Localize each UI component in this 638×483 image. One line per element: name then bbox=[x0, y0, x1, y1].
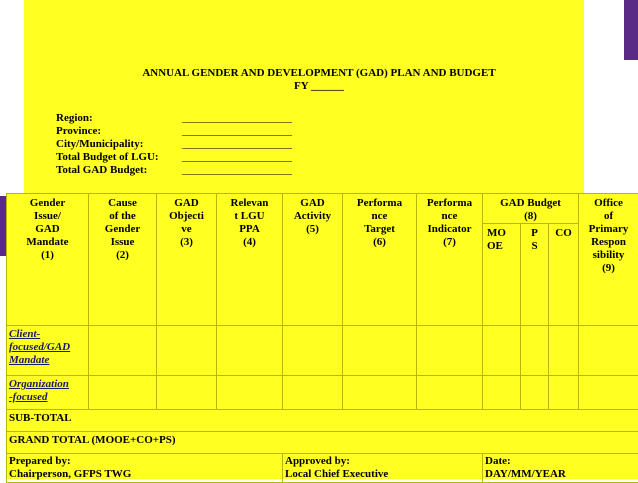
info-label: Region: bbox=[56, 112, 182, 125]
row-label-line: Mandate bbox=[9, 354, 86, 367]
table-cell bbox=[483, 376, 521, 410]
header-line: GAD bbox=[157, 197, 216, 210]
col-gender-issue-header bbox=[7, 194, 89, 326]
row-label-organization-focused bbox=[7, 376, 89, 410]
date-value: DAY/MM/YEAR bbox=[485, 468, 636, 481]
table-cell bbox=[89, 376, 157, 410]
header-line: of the bbox=[89, 210, 156, 223]
table-cell bbox=[549, 326, 579, 376]
col-budget-header bbox=[483, 194, 579, 224]
header-line: P bbox=[521, 227, 548, 240]
row-label-line: focused/GAD bbox=[9, 341, 86, 354]
header-line: t LGU bbox=[217, 210, 282, 223]
info-row-lgu-budget bbox=[56, 151, 292, 164]
header-line: Performa bbox=[417, 197, 482, 210]
header-line: (9) bbox=[579, 262, 638, 275]
info-blank: ____________________ bbox=[182, 112, 292, 125]
info-row-province bbox=[56, 125, 292, 138]
header-line: Issue/ bbox=[7, 210, 88, 223]
header-line: nce bbox=[417, 210, 482, 223]
row-subtotal bbox=[7, 410, 638, 432]
table-cell bbox=[283, 326, 343, 376]
header-line: (8) bbox=[483, 210, 578, 223]
header-line: Office bbox=[579, 197, 638, 210]
header-line: sibility bbox=[579, 249, 638, 262]
approved-by-cell bbox=[283, 454, 483, 483]
header-line: (4) bbox=[217, 236, 282, 249]
table-cell bbox=[417, 326, 483, 376]
info-blank: ____________________ bbox=[182, 125, 292, 138]
info-row-gad-budget bbox=[56, 164, 292, 177]
header-line: Target bbox=[343, 223, 416, 236]
header-line: Mandate bbox=[7, 236, 88, 249]
prepared-by-label: Prepared by: bbox=[9, 455, 280, 468]
row-label-line: Organization bbox=[9, 378, 86, 391]
date-label: Date: bbox=[485, 455, 636, 468]
info-row-city bbox=[56, 138, 292, 151]
row-grand-total bbox=[7, 432, 638, 454]
table-cell bbox=[521, 376, 549, 410]
header-line: Primary bbox=[579, 223, 638, 236]
table-cell bbox=[483, 326, 521, 376]
col-activity-header bbox=[283, 194, 343, 326]
info-label: Total GAD Budget: bbox=[56, 164, 182, 177]
col-mooe-header bbox=[483, 224, 521, 326]
row-label-line: Client- bbox=[9, 328, 86, 341]
header-line: MO bbox=[487, 227, 520, 240]
header-line: Cause bbox=[89, 197, 156, 210]
header-line: (3) bbox=[157, 236, 216, 249]
prepared-by-cell bbox=[7, 454, 283, 483]
col-target-header bbox=[343, 194, 417, 326]
col-ps-header bbox=[521, 224, 549, 326]
row-label-line: -focused bbox=[9, 391, 86, 404]
header-line: (6) bbox=[343, 236, 416, 249]
fiscal-year-line: FY ______ bbox=[0, 80, 638, 93]
table-cell bbox=[89, 326, 157, 376]
lgu-info-block bbox=[56, 112, 292, 177]
approved-by-label: Approved by: bbox=[285, 455, 480, 468]
prepared-by-name: Chairperson, GFPS TWG bbox=[9, 468, 280, 481]
table-cell bbox=[417, 376, 483, 410]
header-line: Respon bbox=[579, 236, 638, 249]
header-line: Gender bbox=[7, 197, 88, 210]
header-line: Gender bbox=[89, 223, 156, 236]
date-cell bbox=[483, 454, 638, 483]
info-blank: ____________________ bbox=[182, 138, 292, 151]
header-line: PPA bbox=[217, 223, 282, 236]
info-label: Total Budget of LGU: bbox=[56, 151, 182, 164]
info-label: Province: bbox=[56, 125, 182, 138]
header-line: ve bbox=[157, 223, 216, 236]
table-cell bbox=[217, 376, 283, 410]
table-cell bbox=[283, 376, 343, 410]
document-title: ANNUAL GENDER AND DEVELOPMENT (GAD) PLAN AND BUDGET bbox=[0, 67, 638, 80]
table-cell bbox=[217, 326, 283, 376]
header-line: Performa bbox=[343, 197, 416, 210]
col-ppa-header bbox=[217, 194, 283, 326]
table-cell bbox=[157, 326, 217, 376]
header-line: Issue bbox=[89, 236, 156, 249]
header-line: (2) bbox=[89, 249, 156, 262]
info-label: City/Municipality: bbox=[56, 138, 182, 151]
gad-plan-table-area bbox=[6, 193, 638, 479]
header-line: of bbox=[579, 210, 638, 223]
col-office-header bbox=[579, 194, 638, 326]
gad-plan-table bbox=[6, 193, 638, 483]
info-blank: ____________________ bbox=[182, 151, 292, 164]
table-cell bbox=[579, 326, 638, 376]
table-cell bbox=[343, 376, 417, 410]
header-line: GAD Budget bbox=[483, 197, 578, 210]
info-row-region bbox=[56, 112, 292, 125]
col-co-header bbox=[549, 224, 579, 326]
header-line: (5) bbox=[283, 223, 342, 236]
table-cell bbox=[343, 326, 417, 376]
col-cause-header bbox=[89, 194, 157, 326]
header-line: OE bbox=[487, 240, 520, 253]
header-line: GAD bbox=[283, 197, 342, 210]
col-indicator-header bbox=[417, 194, 483, 326]
header-line: Objecti bbox=[157, 210, 216, 223]
header-line: S bbox=[521, 240, 548, 253]
header-line: Relevan bbox=[217, 197, 282, 210]
table-cell bbox=[157, 376, 217, 410]
table-cell bbox=[521, 326, 549, 376]
info-blank: ____________________ bbox=[182, 164, 292, 177]
table-cell bbox=[549, 376, 579, 410]
approved-by-name: Local Chief Executive bbox=[285, 468, 480, 481]
slide-edge-right bbox=[624, 0, 638, 60]
header-line: (1) bbox=[7, 249, 88, 262]
grand-total-label: GRAND TOTAL (MOOE+CO+PS) bbox=[9, 434, 176, 446]
row-label-client-focused bbox=[7, 326, 89, 376]
header-line: Indicator bbox=[417, 223, 482, 236]
header-line: Activity bbox=[283, 210, 342, 223]
header-line: (7) bbox=[417, 236, 482, 249]
header-line: nce bbox=[343, 210, 416, 223]
header-line: GAD bbox=[7, 223, 88, 236]
header-line: CO bbox=[549, 227, 578, 240]
subtotal-label: SUB-TOTAL bbox=[9, 412, 72, 424]
table-cell bbox=[579, 376, 638, 410]
col-objective-header bbox=[157, 194, 217, 326]
